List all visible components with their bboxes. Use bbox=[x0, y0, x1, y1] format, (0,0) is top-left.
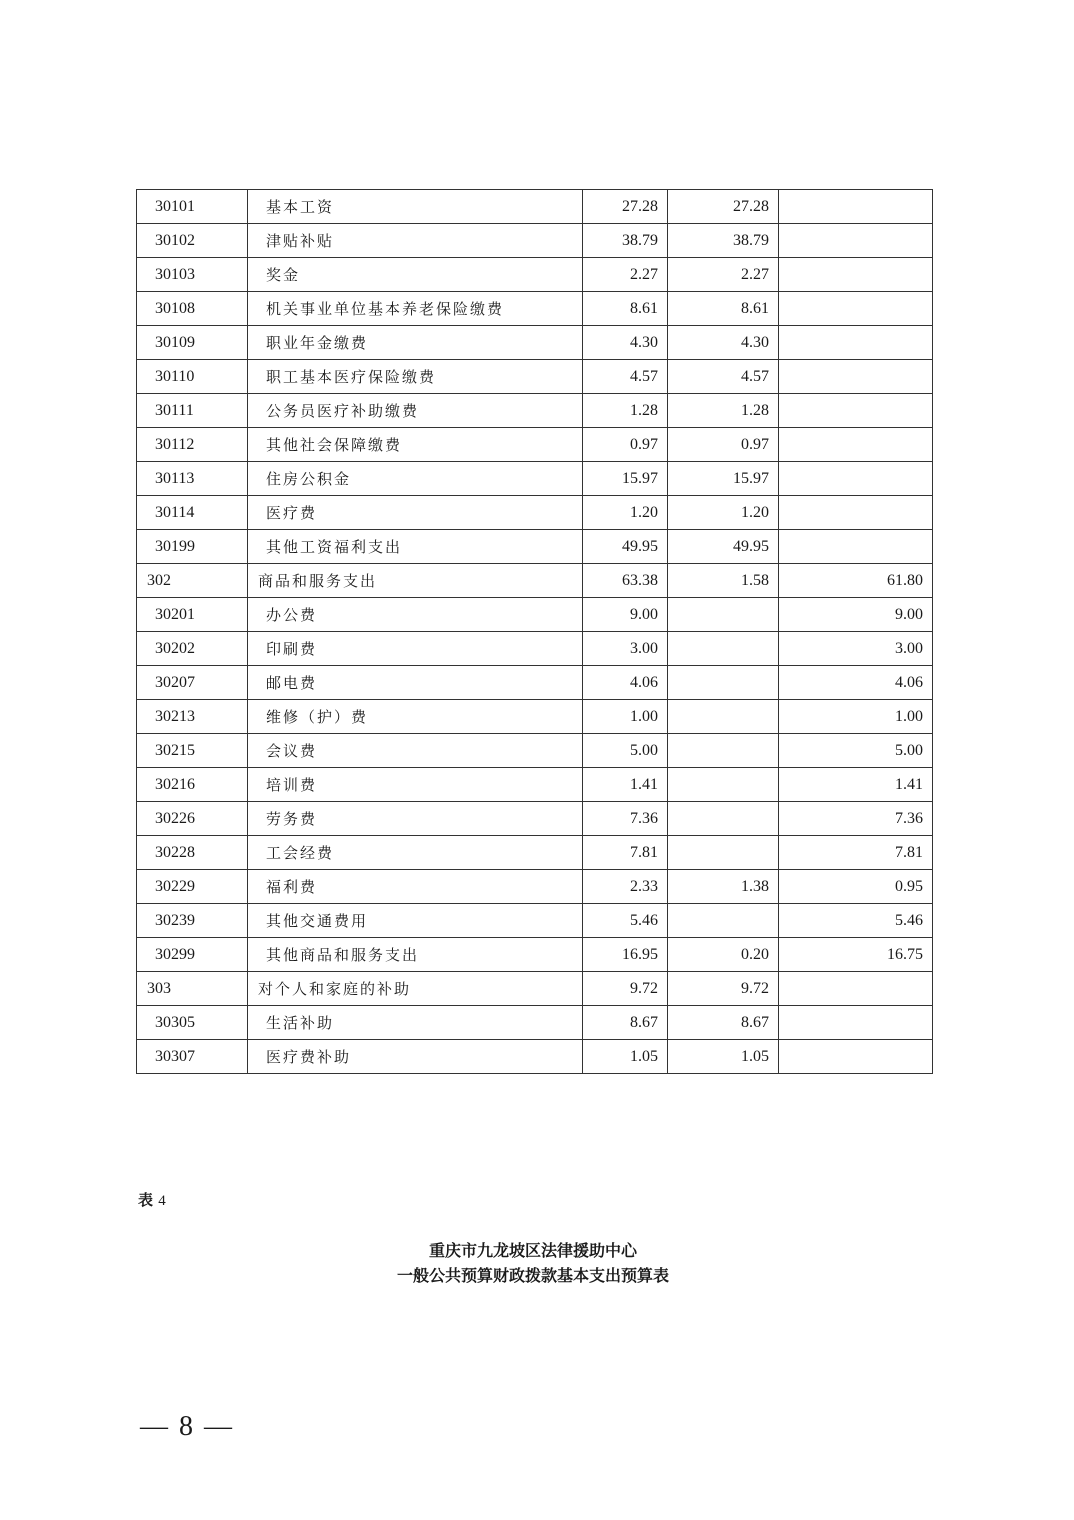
public-cell: 1.00 bbox=[779, 700, 933, 734]
name-cell: 医疗费补助 bbox=[248, 1040, 583, 1074]
personnel-cell: 8.67 bbox=[668, 1006, 779, 1040]
total-cell: 4.57 bbox=[583, 360, 668, 394]
table-row bbox=[137, 496, 933, 530]
table-row bbox=[137, 870, 933, 904]
name-cell: 住房公积金 bbox=[248, 462, 583, 496]
public-cell: 9.00 bbox=[779, 598, 933, 632]
total-cell: 3.00 bbox=[583, 632, 668, 666]
personnel-cell: 8.61 bbox=[668, 292, 779, 326]
personnel-cell: 49.95 bbox=[668, 530, 779, 564]
personnel-cell: 9.72 bbox=[668, 972, 779, 1006]
code-cell: 30114 bbox=[137, 496, 248, 530]
personnel-cell: 4.30 bbox=[668, 326, 779, 360]
code-cell: 303 bbox=[137, 972, 248, 1006]
name-cell: 生活补助 bbox=[248, 1006, 583, 1040]
personnel-cell: 38.79 bbox=[668, 224, 779, 258]
code-cell: 30201 bbox=[137, 598, 248, 632]
code-cell: 30299 bbox=[137, 938, 248, 972]
total-cell: 1.28 bbox=[583, 394, 668, 428]
total-cell: 38.79 bbox=[583, 224, 668, 258]
code-cell: 30213 bbox=[137, 700, 248, 734]
public-cell bbox=[779, 530, 933, 564]
name-cell: 医疗费 bbox=[248, 496, 583, 530]
public-cell bbox=[779, 360, 933, 394]
table-row bbox=[137, 530, 933, 564]
personnel-cell: 2.27 bbox=[668, 258, 779, 292]
name-cell: 维修（护）费 bbox=[248, 700, 583, 734]
name-cell: 其他商品和服务支出 bbox=[248, 938, 583, 972]
public-cell bbox=[779, 1006, 933, 1040]
code-cell: 30110 bbox=[137, 360, 248, 394]
code-cell: 30229 bbox=[137, 870, 248, 904]
table-row bbox=[137, 224, 933, 258]
name-cell: 邮电费 bbox=[248, 666, 583, 700]
name-cell: 其他社会保障缴费 bbox=[248, 428, 583, 462]
public-cell: 4.06 bbox=[779, 666, 933, 700]
code-cell: 30199 bbox=[137, 530, 248, 564]
public-cell: 3.00 bbox=[779, 632, 933, 666]
total-cell: 5.00 bbox=[583, 734, 668, 768]
code-cell: 30305 bbox=[137, 1006, 248, 1040]
public-cell bbox=[779, 972, 933, 1006]
code-cell: 30239 bbox=[137, 904, 248, 938]
name-cell: 工会经费 bbox=[248, 836, 583, 870]
public-cell bbox=[779, 1040, 933, 1074]
name-cell: 机关事业单位基本养老保险缴费 bbox=[248, 292, 583, 326]
table-row bbox=[137, 666, 933, 700]
table-row bbox=[137, 564, 933, 598]
public-cell: 61.80 bbox=[779, 564, 933, 598]
name-cell: 福利费 bbox=[248, 870, 583, 904]
table-row bbox=[137, 700, 933, 734]
code-cell: 30226 bbox=[137, 802, 248, 836]
personnel-cell bbox=[668, 734, 779, 768]
table-title-line-1: 重庆市九龙坡区法律援助中心 bbox=[428, 1241, 637, 1260]
table-row bbox=[137, 734, 933, 768]
total-cell: 4.06 bbox=[583, 666, 668, 700]
name-cell: 会议费 bbox=[248, 734, 583, 768]
code-cell: 30109 bbox=[137, 326, 248, 360]
total-cell: 5.46 bbox=[583, 904, 668, 938]
table-row bbox=[137, 632, 933, 666]
total-cell: 49.95 bbox=[583, 530, 668, 564]
personnel-cell bbox=[668, 768, 779, 802]
public-cell bbox=[779, 428, 933, 462]
personnel-cell bbox=[668, 802, 779, 836]
personnel-cell: 4.57 bbox=[668, 360, 779, 394]
total-cell: 15.97 bbox=[583, 462, 668, 496]
public-cell bbox=[779, 462, 933, 496]
code-cell: 30112 bbox=[137, 428, 248, 462]
personnel-cell bbox=[668, 700, 779, 734]
personnel-cell bbox=[668, 632, 779, 666]
total-cell: 9.72 bbox=[583, 972, 668, 1006]
public-cell: 5.00 bbox=[779, 734, 933, 768]
total-cell: 8.67 bbox=[583, 1006, 668, 1040]
personnel-cell: 0.20 bbox=[668, 938, 779, 972]
table-label-text: 表 bbox=[138, 1191, 154, 1209]
public-cell bbox=[779, 292, 933, 326]
table-row bbox=[137, 1006, 933, 1040]
total-cell: 9.00 bbox=[583, 598, 668, 632]
total-cell: 4.30 bbox=[583, 326, 668, 360]
personnel-cell bbox=[668, 904, 779, 938]
table-row bbox=[137, 904, 933, 938]
name-cell: 印刷费 bbox=[248, 632, 583, 666]
personnel-cell: 1.28 bbox=[668, 394, 779, 428]
code-cell: 30101 bbox=[137, 190, 248, 224]
table-row bbox=[137, 1040, 933, 1074]
code-cell: 30215 bbox=[137, 734, 248, 768]
code-cell: 30207 bbox=[137, 666, 248, 700]
table-body bbox=[137, 190, 933, 1074]
code-cell: 30202 bbox=[137, 632, 248, 666]
table-row bbox=[137, 190, 933, 224]
total-cell: 1.20 bbox=[583, 496, 668, 530]
total-cell: 1.41 bbox=[583, 768, 668, 802]
code-cell: 302 bbox=[137, 564, 248, 598]
name-cell: 对个人和家庭的补助 bbox=[248, 972, 583, 1006]
total-cell: 27.28 bbox=[583, 190, 668, 224]
public-cell: 7.81 bbox=[779, 836, 933, 870]
public-cell: 5.46 bbox=[779, 904, 933, 938]
public-cell: 7.36 bbox=[779, 802, 933, 836]
code-cell: 30108 bbox=[137, 292, 248, 326]
table-row bbox=[137, 938, 933, 972]
table-number-value: 4 bbox=[158, 1193, 166, 1209]
total-cell: 2.27 bbox=[583, 258, 668, 292]
budget-table bbox=[136, 189, 933, 1074]
table-row bbox=[137, 360, 933, 394]
page-number: — 8 — bbox=[140, 1411, 234, 1442]
code-cell: 30102 bbox=[137, 224, 248, 258]
table-title-line-2: 一般公共预算财政拨款基本支出预算表 bbox=[396, 1266, 669, 1285]
public-cell bbox=[779, 326, 933, 360]
personnel-cell: 27.28 bbox=[668, 190, 779, 224]
code-cell: 30307 bbox=[137, 1040, 248, 1074]
personnel-cell: 1.58 bbox=[668, 564, 779, 598]
table-row bbox=[137, 598, 933, 632]
code-cell: 30103 bbox=[137, 258, 248, 292]
total-cell: 7.36 bbox=[583, 802, 668, 836]
personnel-cell bbox=[668, 666, 779, 700]
code-cell: 30113 bbox=[137, 462, 248, 496]
personnel-cell: 1.38 bbox=[668, 870, 779, 904]
name-cell: 其他交通费用 bbox=[248, 904, 583, 938]
table-row bbox=[137, 258, 933, 292]
table-row bbox=[137, 394, 933, 428]
table-row bbox=[137, 292, 933, 326]
total-cell: 0.97 bbox=[583, 428, 668, 462]
name-cell: 职业年金缴费 bbox=[248, 326, 583, 360]
personnel-cell bbox=[668, 836, 779, 870]
table-row bbox=[137, 462, 933, 496]
total-cell: 1.05 bbox=[583, 1040, 668, 1074]
name-cell: 津贴补贴 bbox=[248, 224, 583, 258]
code-cell: 30111 bbox=[137, 394, 248, 428]
personnel-cell: 15.97 bbox=[668, 462, 779, 496]
personnel-cell bbox=[668, 598, 779, 632]
total-cell: 63.38 bbox=[583, 564, 668, 598]
code-cell: 30216 bbox=[137, 768, 248, 802]
total-cell: 1.00 bbox=[583, 700, 668, 734]
public-cell: 1.41 bbox=[779, 768, 933, 802]
total-cell: 16.95 bbox=[583, 938, 668, 972]
name-cell: 公务员医疗补助缴费 bbox=[248, 394, 583, 428]
name-cell: 劳务费 bbox=[248, 802, 583, 836]
total-cell: 8.61 bbox=[583, 292, 668, 326]
personnel-cell: 1.05 bbox=[668, 1040, 779, 1074]
total-cell: 7.81 bbox=[583, 836, 668, 870]
name-cell: 培训费 bbox=[248, 768, 583, 802]
table-row bbox=[137, 326, 933, 360]
personnel-cell: 1.20 bbox=[668, 496, 779, 530]
public-cell bbox=[779, 496, 933, 530]
table-row bbox=[137, 768, 933, 802]
public-cell bbox=[779, 190, 933, 224]
name-cell: 商品和服务支出 bbox=[248, 564, 583, 598]
table-row bbox=[137, 802, 933, 836]
public-cell bbox=[779, 224, 933, 258]
table-number-label bbox=[138, 1189, 166, 1210]
name-cell: 基本工资 bbox=[248, 190, 583, 224]
public-cell bbox=[779, 258, 933, 292]
code-cell: 30228 bbox=[137, 836, 248, 870]
name-cell: 其他工资福利支出 bbox=[248, 530, 583, 564]
personnel-cell: 0.97 bbox=[668, 428, 779, 462]
name-cell: 奖金 bbox=[248, 258, 583, 292]
table-row bbox=[137, 972, 933, 1006]
table-row bbox=[137, 836, 933, 870]
public-cell: 0.95 bbox=[779, 870, 933, 904]
table-row bbox=[137, 428, 933, 462]
public-cell bbox=[779, 394, 933, 428]
name-cell: 办公费 bbox=[248, 598, 583, 632]
name-cell: 职工基本医疗保险缴费 bbox=[248, 360, 583, 394]
public-cell: 16.75 bbox=[779, 938, 933, 972]
total-cell: 2.33 bbox=[583, 870, 668, 904]
